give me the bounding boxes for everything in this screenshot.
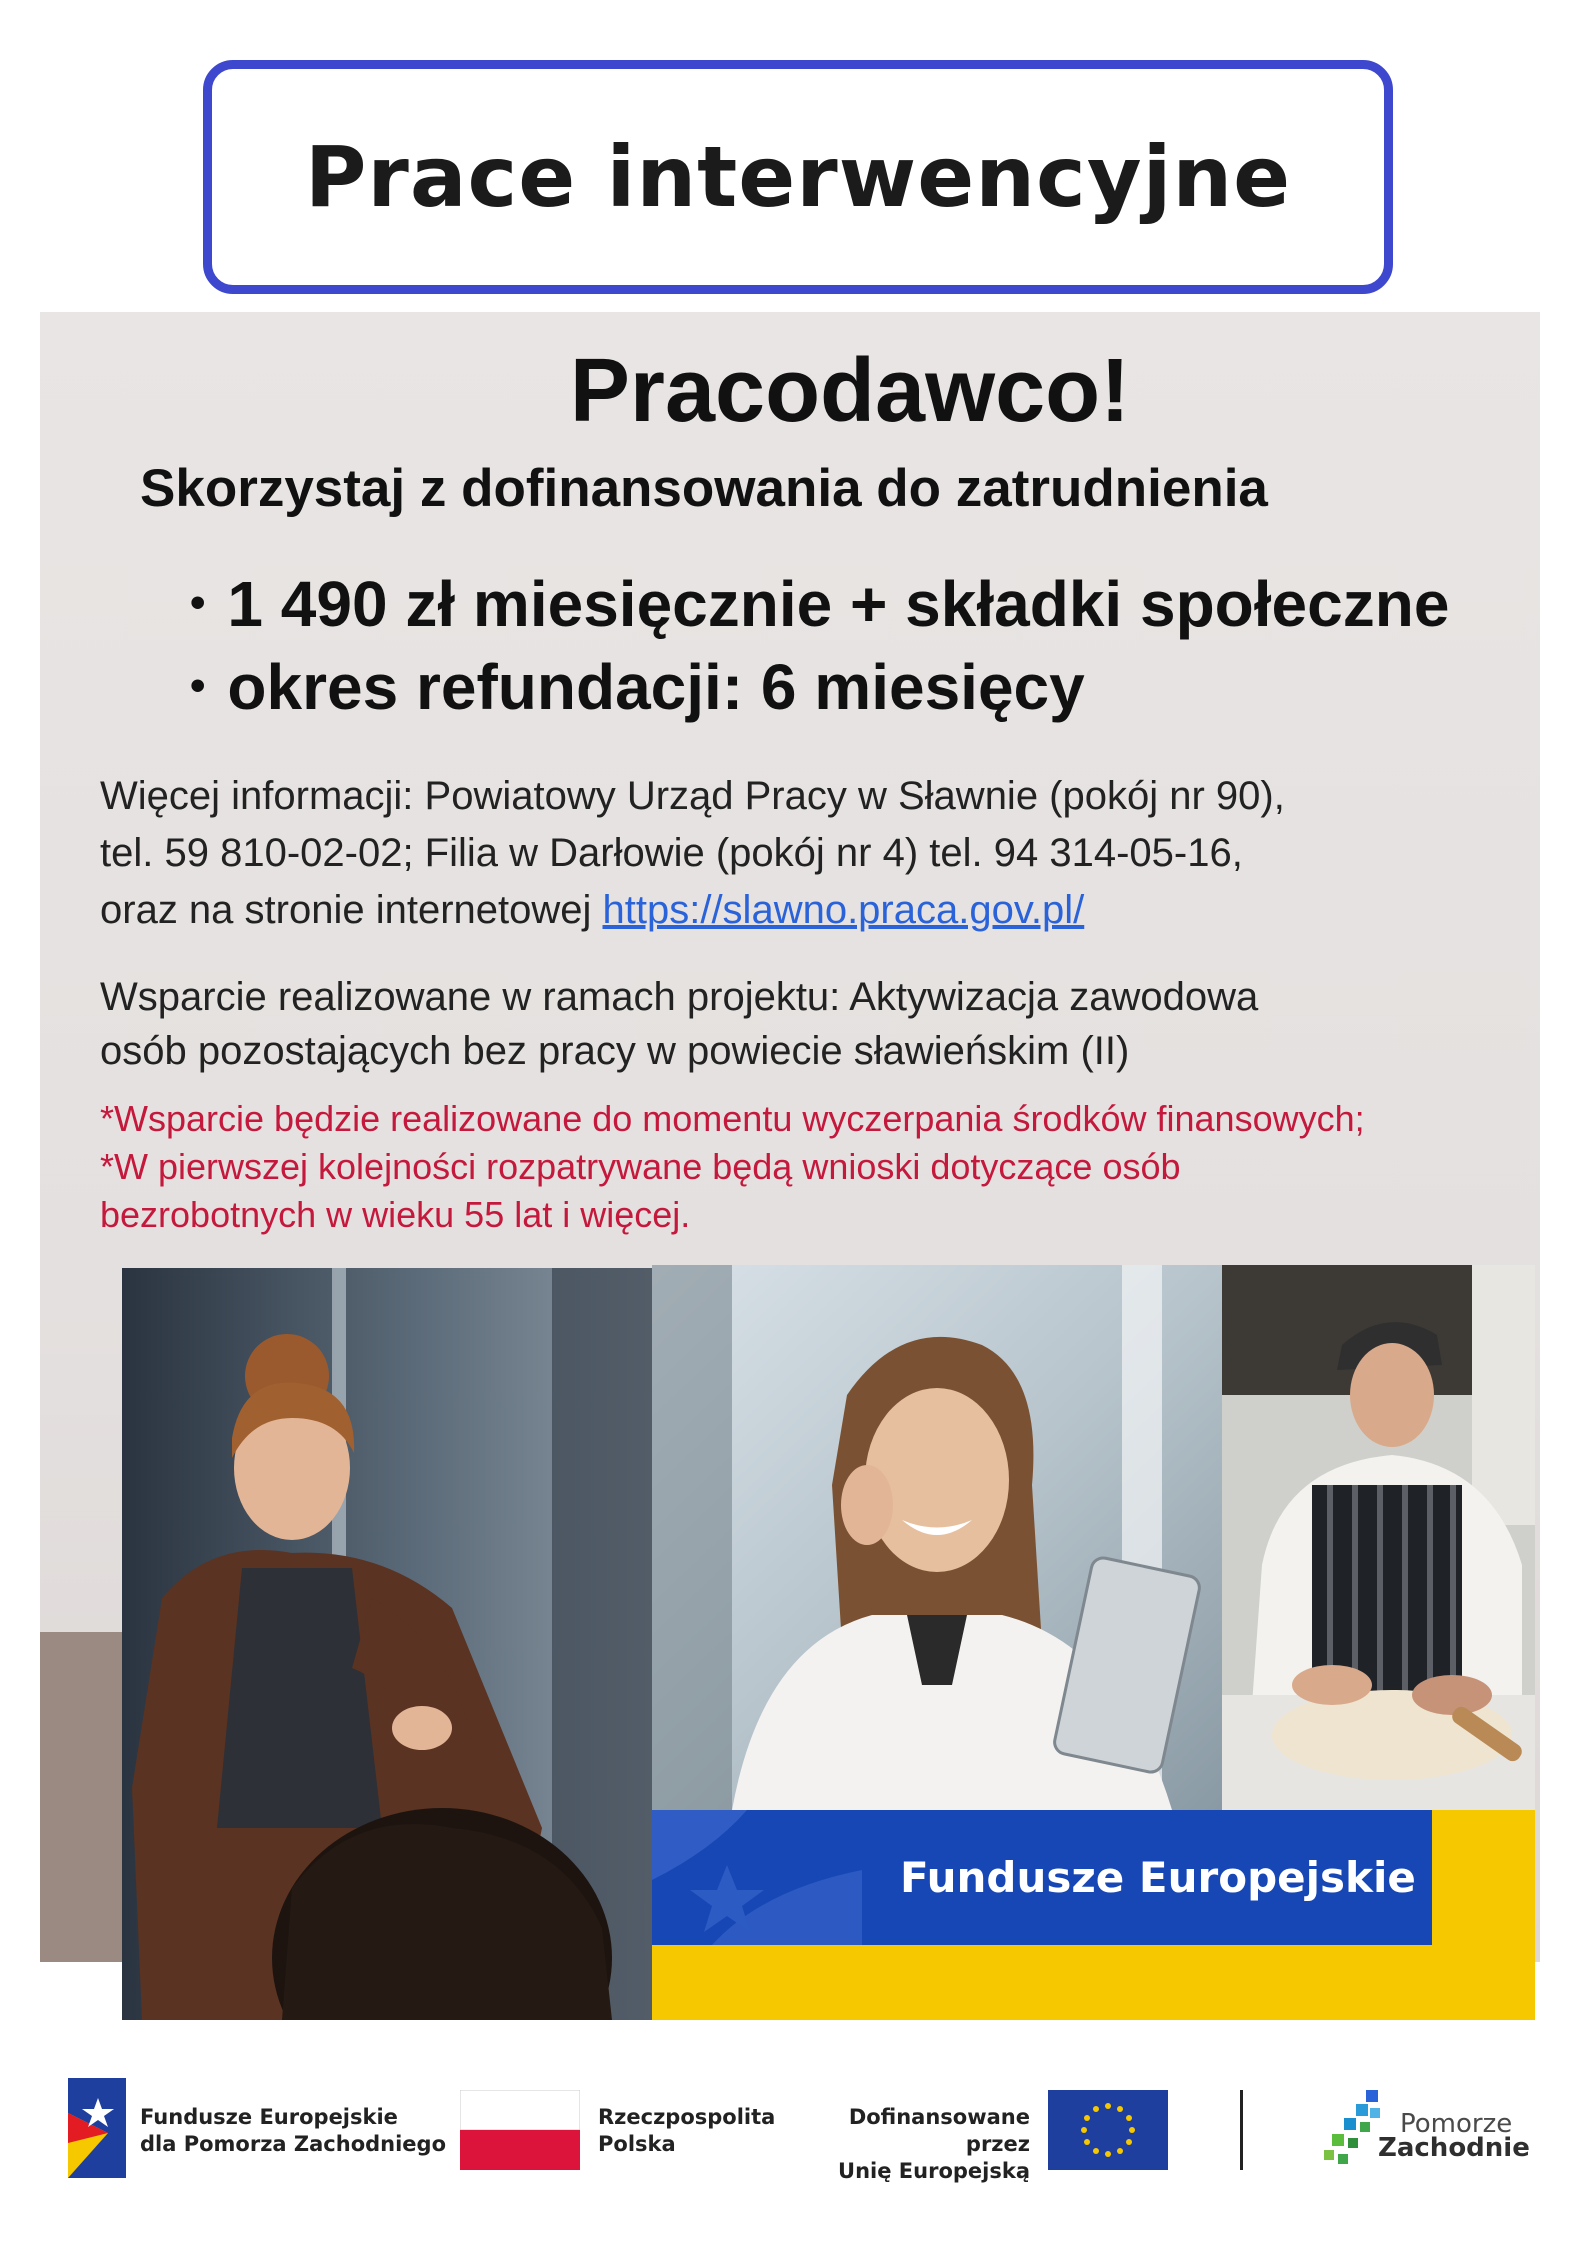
fe-logo-line: dla Pomorza Zachodniego <box>140 2132 447 2156</box>
eu-flag-icon <box>1048 2090 1168 2170</box>
subheadline: Skorzystaj z dofinansowania do zatrudnienia <box>140 459 1268 518</box>
rp-logo-line: Polska <box>598 2132 676 2156</box>
benefit-item: • 1 490 zł miesięcznie + składki społeczne <box>190 565 1449 648</box>
eu-logo-line: Dofinansowane przez <box>848 2105 1030 2156</box>
fe-banner <box>652 1810 1535 2020</box>
fe-logo-text <box>140 2104 446 2158</box>
note-line: *W pierwszej kolejności rozpatrywane będą wnioski dotyczące osób <box>100 1146 1181 1187</box>
page-title: Prace interwencyjne <box>304 128 1292 226</box>
note-line: bezrobotnych w wieku 55 lat i więcej. <box>100 1194 691 1235</box>
pz-logo-line: Pomorze <box>1400 2109 1513 2139</box>
project-line: Wsparcie realizowane w ramach projektu: Aktywizacja zawodowa <box>100 975 1259 1019</box>
pz-logo-line: Zachodnie <box>1378 2133 1530 2163</box>
contact-info <box>100 768 1500 939</box>
fe-logo-line: Fundusze Europejskie <box>140 2105 398 2129</box>
contact-line: tel. 59 810-02-02; Filia w Darłowie (pokój nr 4) tel. 94 314-05-16, <box>100 831 1243 875</box>
project-info <box>100 970 1520 1078</box>
title-box <box>203 60 1393 294</box>
website-link[interactable]: https://slawno.praca.gov.pl/ <box>602 888 1085 932</box>
footer-divider <box>1240 2090 1243 2170</box>
pz-logo-text <box>1378 2109 1530 2163</box>
fe-banner-text: Fundusze Europejskie <box>900 1853 1416 1902</box>
rp-logo-line: Rzeczpospolita <box>598 2105 776 2129</box>
project-line: osób pozostających bez pracy w powiecie sławieńskim (II) <box>100 1029 1130 1073</box>
headline: Pracodawco! <box>569 341 1131 441</box>
photo-baker <box>1222 1265 1535 1810</box>
photo-hairdresser <box>122 1268 652 2020</box>
eu-logo-text <box>780 2104 1030 2185</box>
notes <box>100 1095 1365 1239</box>
benefit-list <box>190 565 1449 731</box>
contact-line <box>100 882 1500 939</box>
website-label: oraz na stronie internetowej <box>100 888 603 932</box>
fe-logo-icon <box>68 2078 126 2178</box>
rp-logo-text <box>598 2104 775 2158</box>
eu-logo-line: Unię Europejską <box>838 2159 1030 2183</box>
benefit-item: • okres refundacji: 6 miesięcy <box>190 648 1449 731</box>
photo-businesswoman <box>652 1265 1222 1810</box>
fe-banner-blue <box>652 1810 1432 1945</box>
fe-stars-icon <box>652 1810 862 1945</box>
note-line: *Wsparcie będzie realizowane do momentu wyczerpania środków finansowych; <box>100 1098 1365 1139</box>
polish-flag-icon <box>460 2090 580 2170</box>
contact-line: Więcej informacji: Powiatowy Urząd Pracy w Sławnie (pokój nr 90), <box>100 774 1285 818</box>
footer-logos <box>0 2060 1587 2200</box>
